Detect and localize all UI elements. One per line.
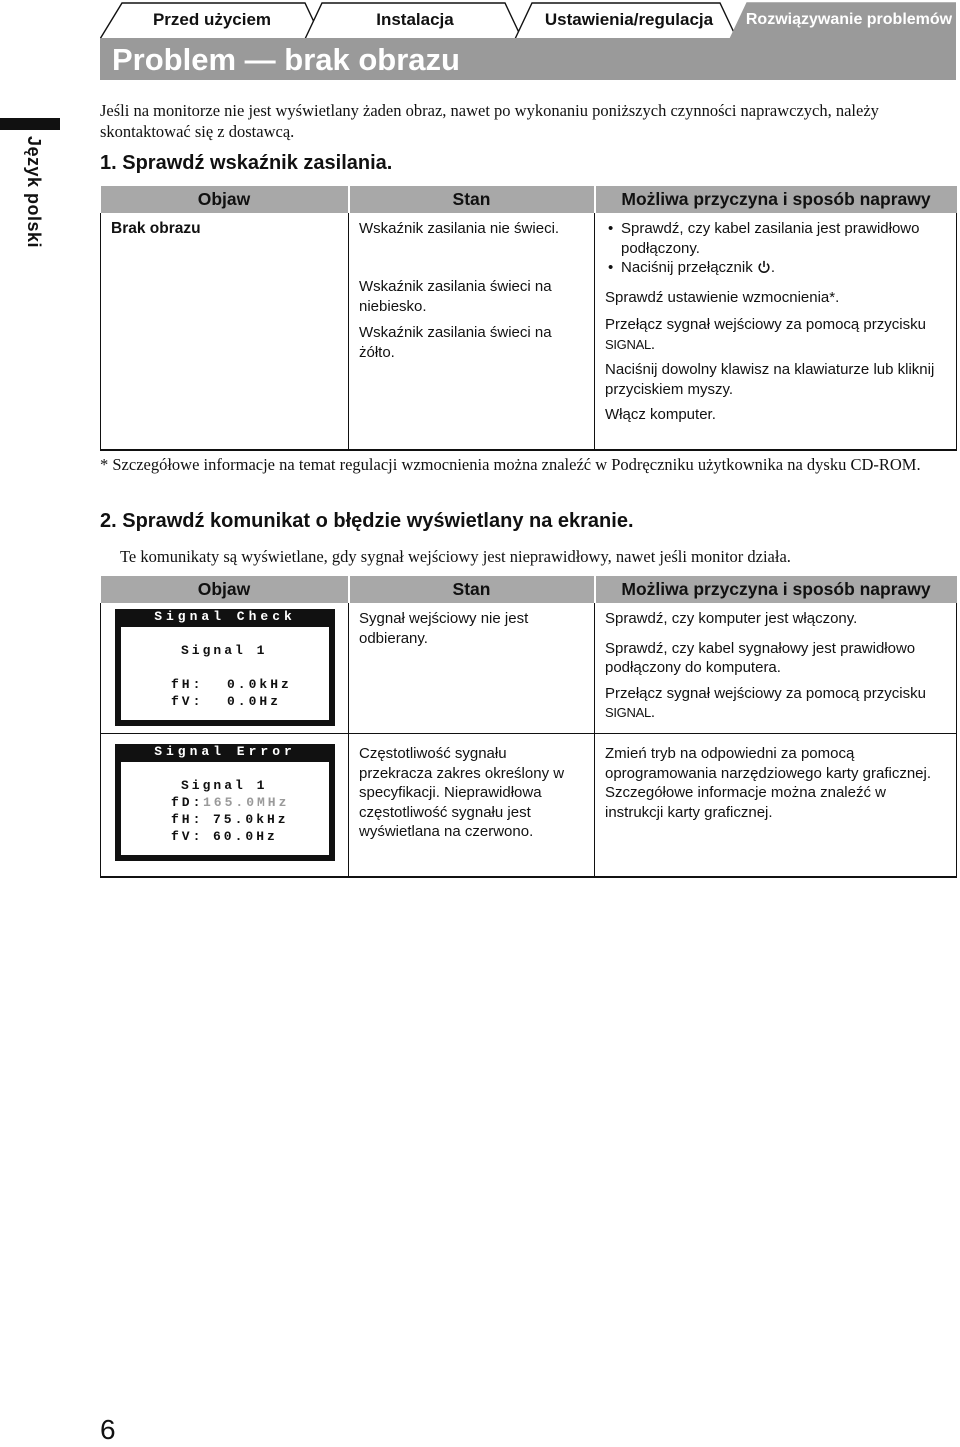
state-no-signal: Sygnał wejściowy nie jest odbierany. bbox=[359, 610, 529, 647]
osd-fv-value: 0.0Hz bbox=[227, 694, 282, 709]
side-marker bbox=[0, 118, 60, 130]
osd-fh-value-2: 75.0kHz bbox=[213, 812, 289, 827]
osd-fd-value: 165.0MHz bbox=[203, 795, 290, 810]
header-state: Stan bbox=[349, 186, 595, 213]
section1-heading: 1. Sprawdź wskaźnik zasilania. bbox=[100, 152, 393, 174]
osd-signal-check bbox=[115, 609, 335, 726]
osd-fh-label-2: fH: bbox=[171, 812, 204, 827]
state-yellow: Wskaźnik zasilania świeci na żółto. bbox=[359, 324, 552, 361]
osd-fv-label-2: fV: bbox=[171, 829, 204, 844]
tab-rozwiazywanie[interactable]: Rozwiązywanie problemów bbox=[745, 11, 953, 28]
state-blue: Wskaźnik zasilania świeci na niebiesko. bbox=[359, 278, 552, 315]
fix-signal-2: Przełącz sygnał wejściowy za pomocą przycisku SIGNAL. bbox=[605, 684, 926, 721]
state-off: Wskaźnik zasilania nie świeci. bbox=[359, 220, 560, 237]
fix-keyboard: Naciśnij dowolny klawisz na klawiaturze lub kliknij przyciskiem myszy. bbox=[605, 361, 935, 398]
osd-body bbox=[121, 627, 329, 720]
signal-key-2: SIGNAL bbox=[605, 705, 651, 720]
header-symptom: Objaw bbox=[101, 186, 349, 213]
osd-fh-label: fH: bbox=[171, 677, 204, 692]
fix-signal-text: Przełącz sygnał wejściowy za pomocą przycisku bbox=[605, 316, 926, 333]
osd-fh-value: 0.0kHz bbox=[227, 677, 292, 692]
tab-instalacja[interactable]: Instalacja bbox=[376, 10, 454, 29]
osd-signal-error bbox=[115, 744, 335, 861]
error-message-table bbox=[100, 576, 957, 878]
osd-signal-line: Signal 1 bbox=[181, 643, 268, 658]
osd-title: Signal Check bbox=[154, 609, 296, 624]
tab-przed-uzyciem[interactable]: Przed użyciem bbox=[152, 10, 272, 29]
state-out-of-range: Częstotliwość sygnału przekracza zakres określony w specyfikacji. Nieprawidłowa częstotliwość sygnału jest wyświetlana na czerwono. bbox=[359, 745, 565, 840]
fix-power-cable: • Sprawdź, czy kabel zasilania jest prawidłowo podłączony. bbox=[605, 219, 946, 258]
symptom-no-image: Brak obrazu bbox=[111, 220, 201, 237]
language-label: Język polski bbox=[24, 136, 44, 249]
fix-signal-2-text: Przełącz sygnał wejściowy za pomocą przycisku bbox=[605, 684, 926, 702]
osd-body-2 bbox=[121, 762, 329, 855]
section-tabs bbox=[100, 2, 956, 38]
section2-subtext: Te komunikaty są wyświetlane, gdy sygnał wejściowy jest nieprawidłowy, nawet jeśli monitor działa. bbox=[120, 547, 791, 566]
header-fix-2: Możliwa przyczyna i sposób naprawy bbox=[595, 576, 957, 603]
osd-title-2: Signal Error bbox=[154, 744, 296, 759]
power-icon bbox=[757, 260, 771, 274]
osd-fv-label: fV: bbox=[171, 694, 204, 709]
fix-computer-on: Sprawdź, czy komputer jest włączony. bbox=[605, 610, 858, 627]
power-indicator-table bbox=[100, 186, 957, 451]
header-symptom-2: Objaw bbox=[101, 576, 349, 603]
header-state-2: Stan bbox=[349, 576, 595, 603]
header-fix: Możliwa przyczyna i sposób naprawy bbox=[595, 186, 957, 213]
signal-key: SIGNAL bbox=[605, 336, 651, 352]
fix-power-switch-text: Naciśnij przełącznik bbox=[621, 259, 753, 276]
section2-heading: 2. Sprawdź komunikat o błędzie wyświetlany na ekranie. bbox=[100, 510, 634, 532]
osd-fv-value-2: 60.0Hz bbox=[213, 829, 278, 844]
osd-fd-label: fD: bbox=[171, 795, 204, 810]
tab-ustawienia[interactable]: Ustawienia/regulacja bbox=[544, 10, 714, 29]
page-number: 6 bbox=[100, 1414, 116, 1445]
fix-power-on: Włącz komputer. bbox=[605, 406, 716, 423]
footnote: * Szczegółowe informacje na temat regulacji wzmocnienia można znaleźć w Podręczniku użytkownika na dysku CD-ROM. bbox=[100, 455, 921, 474]
fix-signal: Przełącz sygnał wejściowy za pomocą przycisku SIGNAL. bbox=[605, 316, 926, 353]
page-title: Problem — brak obrazu bbox=[112, 42, 460, 77]
intro-text: Jeśli na monitorze nie jest wyświetlany żaden obraz, nawet po wykonaniu poniższych czynności naprawczych, należy skontaktować się z dostawcą. bbox=[100, 101, 879, 141]
fix-gain: Sprawdź ustawienie wzmocnienia*. bbox=[605, 288, 840, 306]
fix-change-mode: Zmień tryb na odpowiedni za pomocą oprogramowania narzędziowego karty graficznej. Szczegółowe informacje można znaleźć w instrukcji karty graficznej. bbox=[605, 745, 932, 821]
fix-signal-cable: Sprawdź, czy kabel sygnałowy jest prawidłowo podłączony do komputera. bbox=[605, 639, 916, 676]
osd-signal-line-2: Signal 1 bbox=[181, 778, 268, 793]
fix-power-switch: • Naciśnij przełącznik . bbox=[605, 258, 946, 278]
